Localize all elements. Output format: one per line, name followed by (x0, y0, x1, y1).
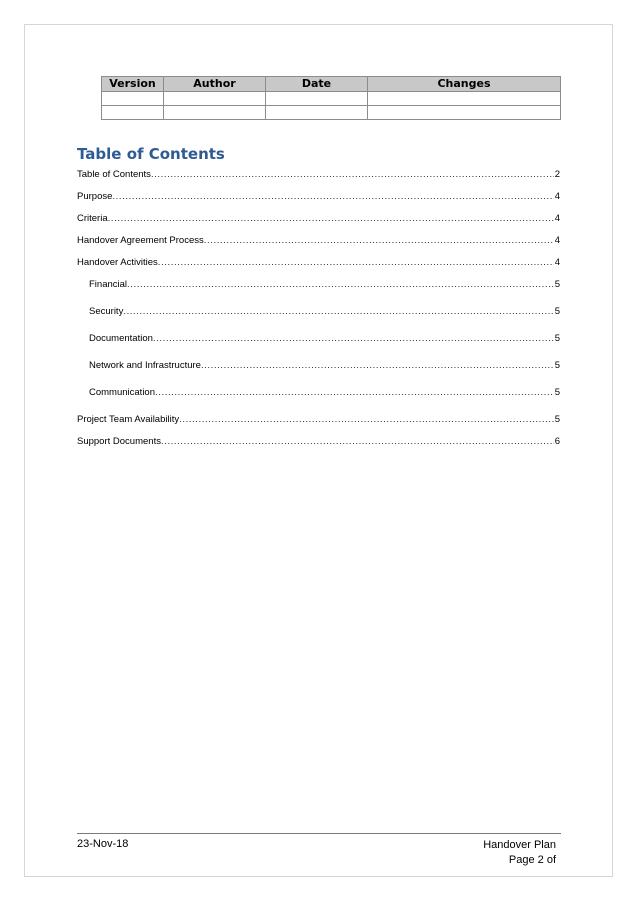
toc-entry-security[interactable]: Security ..... 5 (89, 305, 560, 318)
table-cell (164, 106, 266, 120)
footer-date: 23-Nov-18 (77, 838, 129, 850)
toc-entry-purpose[interactable]: Purpose ..... 4 (77, 190, 560, 203)
toc-entry-documentation[interactable]: Documentation ..... 5 (89, 332, 560, 345)
toc-entry-handover-activities[interactable]: Handover Activities ..... 4 (77, 256, 560, 269)
footer-page-number: Page 2 of (508, 854, 556, 866)
toc-entry-support-documents[interactable]: Support Documents ..... 6 (77, 435, 560, 448)
toc-heading: Table of Contents (77, 145, 225, 163)
footer-divider (77, 833, 561, 834)
footer-doc-title: Handover Plan (483, 839, 556, 851)
table-cell (266, 92, 368, 106)
toc-entry-network-and-infrastructure[interactable]: Network and Infrastructure ..... 5 (89, 359, 560, 372)
table-cell (368, 106, 561, 120)
toc-entry-project-team-availability[interactable]: Project Team Availability ..... 5 (77, 413, 560, 426)
toc-entry-financial[interactable]: Financial ..... 5 (89, 278, 560, 291)
toc-entry-table-of-contents[interactable]: Table of Contents ..... 2 (77, 168, 560, 181)
table-cell (102, 106, 164, 120)
toc-entry-criteria[interactable]: Criteria ..... 4 (77, 212, 560, 225)
toc-entry-communication[interactable]: Communication ..... 5 (89, 386, 560, 399)
version-table-header-row (102, 77, 561, 92)
footer-doc-info (436, 838, 556, 868)
table-cell (266, 106, 368, 120)
version-header: Version (102, 77, 164, 92)
version-history-table (101, 76, 561, 120)
table-cell (164, 92, 266, 106)
date-header: Date (266, 77, 368, 92)
changes-header: Changes (368, 77, 561, 92)
table-row (102, 106, 561, 120)
table-cell (368, 92, 561, 106)
author-header: Author (164, 77, 266, 92)
toc-entry-handover-agreement-process[interactable]: Handover Agreement Process ..... 4 (77, 234, 560, 247)
table-row (102, 92, 561, 106)
table-cell (102, 92, 164, 106)
